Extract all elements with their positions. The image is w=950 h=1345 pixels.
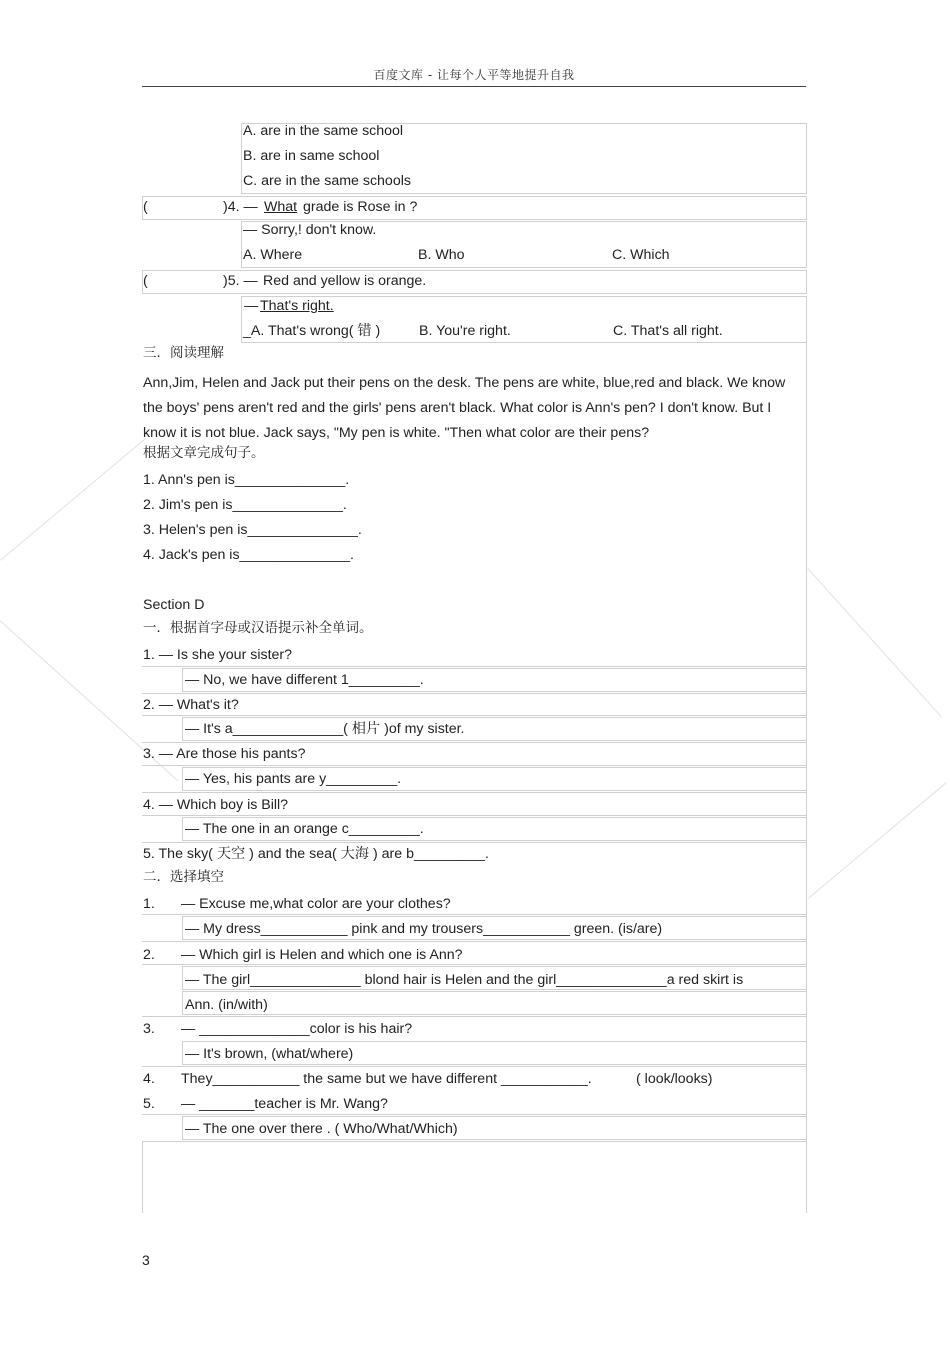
reading-item: 4. Jack's pen is______________. [143,547,354,563]
part2-heading: 二．选择填空 [143,869,224,885]
part2-num: 3. [143,1021,155,1037]
q5-paren: ( [143,273,148,289]
q5-option-c: C. That's all right. [613,323,723,339]
row-line [142,715,807,716]
row-line [142,792,807,793]
part1-answer: — No, we have different 1_________. [185,672,424,688]
row-line [142,914,807,915]
row-line [142,1016,807,1017]
q4-option-a: A. Where [243,247,303,263]
header-rule [142,86,806,87]
q5-number: )5. — [223,273,258,289]
row-line [142,1114,807,1115]
part1-question: 2. — What's it? [143,697,239,713]
q5-option-b: B. You're right. [419,323,511,339]
reading-item: 1. Ann's pen is______________. [143,472,350,488]
q3-option-c: C. are in the same schools [243,173,411,189]
q3-option-b: B. are in same school [243,148,380,164]
row-line [142,964,807,965]
part2-num: 2. [143,947,155,963]
row-line [142,742,807,743]
part2-num: 5. [143,1096,155,1112]
part2-reply: — The one over there . ( Who/What/Which) [185,1121,458,1137]
watermark-line [0,438,146,561]
page-header: 百度文库 - 让每个人平等地提升自我 [373,68,575,82]
part2-question: — Excuse me,what color are your clothes? [181,896,451,912]
page-number: 3 [142,1252,150,1268]
q4-number: )4. — [223,199,258,215]
answer-box [182,991,807,1015]
part1-question: 1. — Is she your sister? [143,647,293,663]
q5-reply: That's right. [260,298,334,314]
reading-passage: Ann,Jim, Helen and Jack put their pens on the desk. The pens are white, blue,red and black. We know the boys' pens aren't red and the girls' pens aren't black. What color is Ann's pen? I don't know. But I know it is not blue. Jack says, "My pen is white. "Then what color are their pens? [143,375,786,441]
q4-paren: ( [143,199,148,215]
part2-reply: — My dress___________ pink and my trousers___________ green. (is/are) [185,921,663,937]
section-d-title: Section D [143,597,205,613]
q4-underlined-word: What [264,199,298,215]
row-line [142,815,807,816]
reading-item: 3. Helen's pen is______________. [143,522,362,538]
reading-instruction: 根据文章完成句子。 [143,445,265,461]
part2-question: — _______teacher is Mr. Wang? [181,1096,388,1112]
row-line [142,693,807,694]
q5-reply-dash: — [244,298,259,314]
watermark-line [808,782,947,898]
q3-option-a: A. are in the same school [243,123,404,139]
part1-question: 5. The sky( 天空 ) and the sea( 大海 ) are b_________. [143,846,489,862]
reading-heading: 三．阅读理解 [143,345,224,361]
q4-question-text: grade is Rose in ? [303,199,418,215]
watermark-line [807,568,942,717]
part2-reply: — It's brown, (what/where) [185,1046,354,1062]
q4-reply: — Sorry,! don't know. [243,222,377,238]
part1-heading: 一．根据首字母或汉语提示补全单词。 [143,620,373,636]
part1-answer: — Yes, his pants are y_________. [185,771,402,787]
q5-question-text: Red and yellow is orange. [263,273,427,289]
part2-num: 4. [143,1071,155,1087]
part2-num: 1. [143,896,155,912]
part2-question: — Which girl is Helen and which one is Ann? [181,947,463,963]
part2-question: — ______________color is his hair? [181,1021,413,1037]
part2-hint: ( look/looks) [636,1071,713,1087]
row-line [142,666,807,667]
part2-reply: — The girl______________ blond hair is Helen and the girl______________a red skirt is [185,972,744,988]
part1-answer: — The one in an orange c_________. [185,821,424,837]
reading-item: 2. Jim's pen is______________. [143,497,347,513]
part2-question: They___________ the same but we have different ___________. [181,1071,592,1087]
blank-area [142,1141,807,1213]
part1-answer: — It's a______________( 相片 )of my sister. [185,721,465,737]
q4-option-b: B. Who [418,247,465,263]
row-line [142,941,807,942]
row-line [142,765,807,766]
part1-question: 4. — Which boy is Bill? [143,797,289,813]
part2-reply-cont: Ann. (in/with) [185,997,268,1013]
q4-option-c: C. Which [612,247,670,263]
part1-question: 3. — Are those his pants? [143,746,306,762]
row-line [142,842,807,843]
q5-option-a: _A. That's wrong( 错 ) [243,323,381,339]
row-line [142,1066,807,1067]
